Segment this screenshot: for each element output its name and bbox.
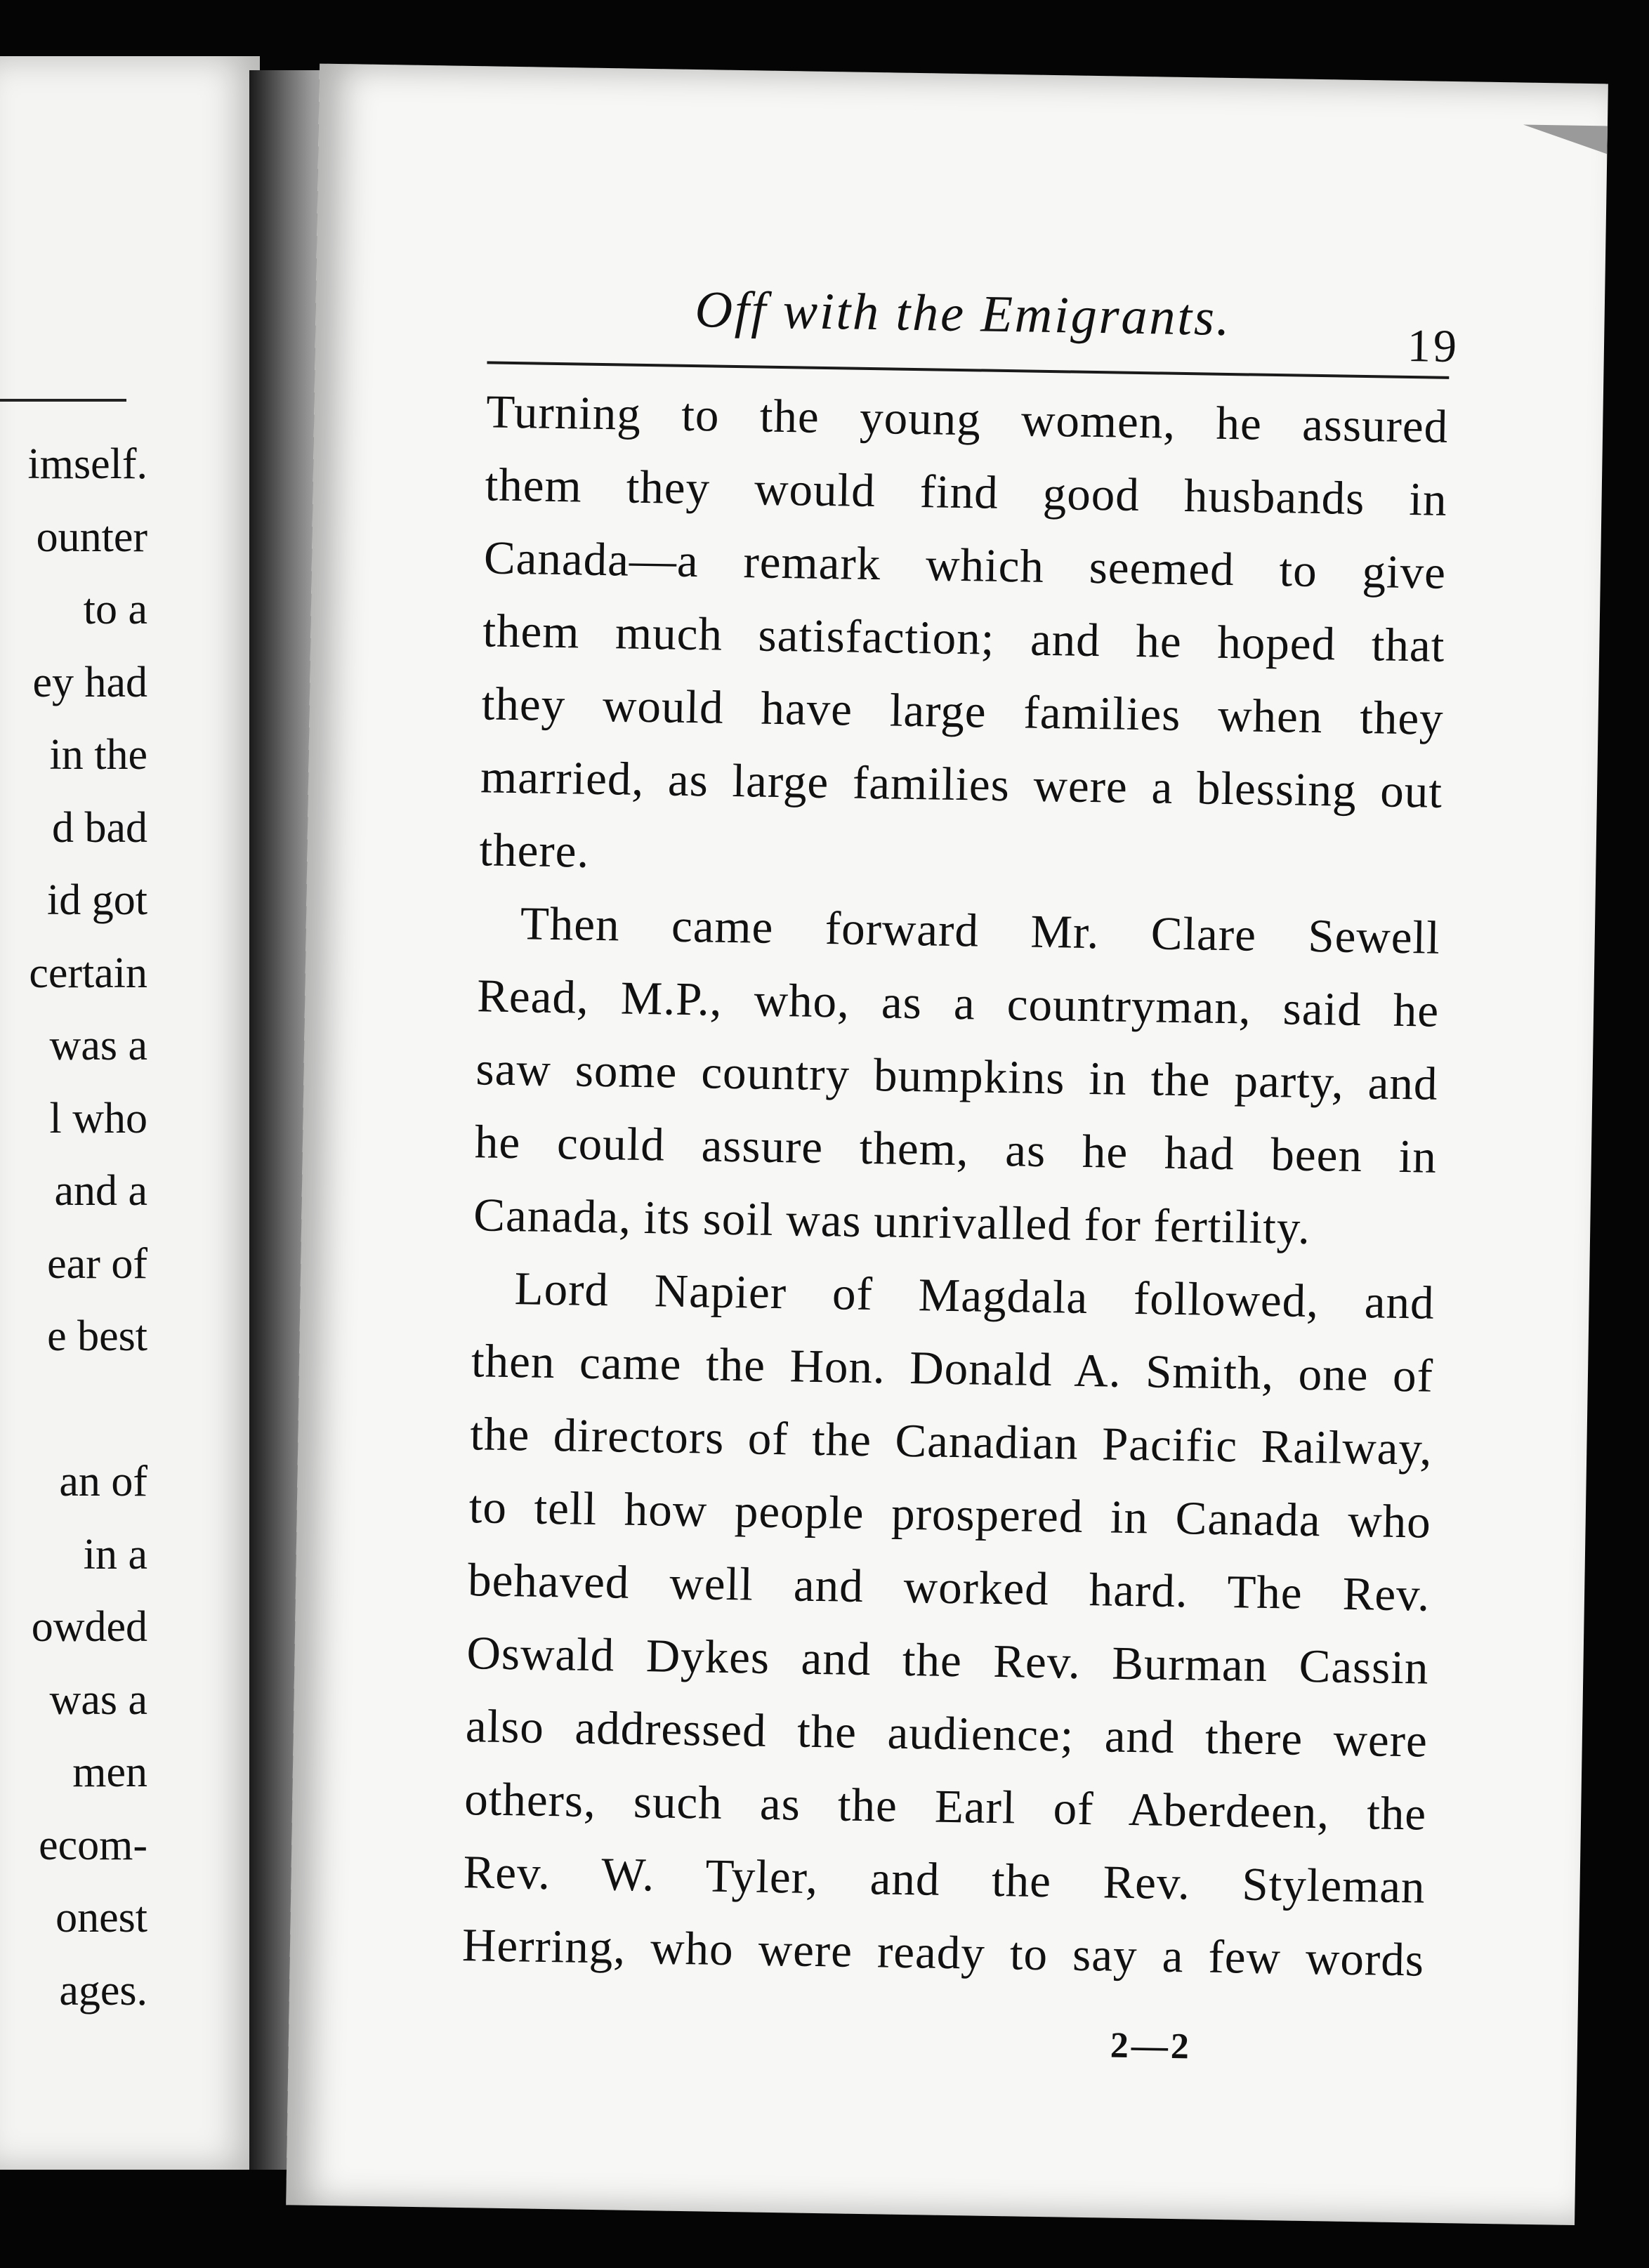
previous-page-line: ecom- bbox=[39, 1821, 147, 1869]
text-line: Read, M.P., who, as a countryman, said he bbox=[476, 970, 1440, 1037]
body-text bbox=[461, 375, 1449, 1996]
text-line: Herring, who were ready to say a few words bbox=[461, 1919, 1425, 1986]
previous-page-line: id got bbox=[47, 876, 147, 924]
text-line: them they would find good husbands in bbox=[485, 459, 1448, 526]
paragraph bbox=[479, 375, 1449, 901]
text-line: the directors of the Canadian Pacific Railway, bbox=[469, 1408, 1433, 1475]
previous-page-line: men bbox=[72, 1748, 147, 1796]
running-head: Off with the Emigrants. bbox=[695, 281, 1233, 348]
paragraph bbox=[473, 886, 1441, 1266]
previous-page-line: ages. bbox=[59, 1966, 147, 2015]
paragraph bbox=[461, 1251, 1435, 1996]
text-line: Canada, its soil was unrivalled for fertility. bbox=[473, 1189, 1311, 1254]
previous-page-text bbox=[0, 428, 147, 2027]
text-line: to tell how people prospered in Canada who bbox=[468, 1481, 1432, 1548]
previous-page-line: an of bbox=[59, 1458, 147, 1505]
previous-page-line: e best bbox=[47, 1312, 147, 1360]
previous-page-line: owded bbox=[31, 1603, 147, 1651]
previous-page-line: was a bbox=[49, 1022, 147, 1069]
text-line: also addressed the audience; and there were bbox=[465, 1700, 1428, 1767]
text-line: married, as large families were a blessing out bbox=[480, 751, 1443, 818]
previous-page-line: d bad bbox=[51, 803, 147, 852]
previous-page bbox=[0, 56, 260, 2170]
text-line: Lord Napier of Magdala followed, and bbox=[514, 1262, 1436, 1329]
text-line: he could assure them, as he had been in bbox=[474, 1116, 1438, 1183]
page-corner-fold bbox=[1523, 125, 1608, 154]
previous-page-line: ey had bbox=[32, 658, 147, 706]
previous-page-line: to a bbox=[83, 586, 147, 633]
text-line: Then came forward Mr. Clare Sewell bbox=[520, 897, 1441, 964]
text-line: Canada—a remark which seemed to give bbox=[483, 532, 1447, 599]
previous-page-line: imself. bbox=[27, 440, 147, 488]
current-page bbox=[286, 64, 1608, 2225]
text-line: behaved well and worked hard. The Rev. bbox=[467, 1554, 1431, 1621]
text-line: Rev. W. Tyler, and the Rev. Styleman bbox=[463, 1846, 1426, 1913]
previous-page-line: l who bbox=[49, 1094, 147, 1142]
page-number: 19 bbox=[1407, 319, 1460, 373]
text-line: Turning to the young women, he assured bbox=[485, 385, 1449, 453]
previous-page-line: was a bbox=[49, 1675, 147, 1724]
text-line: they would have large families when they bbox=[481, 678, 1445, 745]
text-line: Oswald Dykes and the Rev. Burman Cassin bbox=[466, 1627, 1429, 1694]
text-line: them much satisfaction; and he hoped that bbox=[482, 605, 1445, 672]
signature-mark: 2—2 bbox=[1110, 2025, 1193, 2067]
previous-page-line: in the bbox=[49, 731, 147, 779]
previous-page-line: onest bbox=[55, 1894, 147, 1941]
previous-page-line: ounter bbox=[36, 513, 147, 561]
text-line: others, such as the Earl of Aberdeen, the bbox=[464, 1773, 1427, 1840]
running-head-rule bbox=[487, 361, 1449, 379]
text-line: saw some country bumpkins in the party, and bbox=[475, 1043, 1439, 1110]
text-line: then came the Hon. Donald A. Smith, one of bbox=[471, 1335, 1434, 1402]
previous-page-line: certain bbox=[29, 949, 147, 997]
text-line: there. bbox=[478, 824, 590, 878]
previous-page-line bbox=[0, 1373, 147, 1446]
previous-page-line: and a bbox=[54, 1167, 147, 1215]
previous-page-line: ear of bbox=[47, 1239, 147, 1288]
previous-page-rule bbox=[0, 399, 126, 402]
previous-page-line: in a bbox=[83, 1530, 147, 1578]
